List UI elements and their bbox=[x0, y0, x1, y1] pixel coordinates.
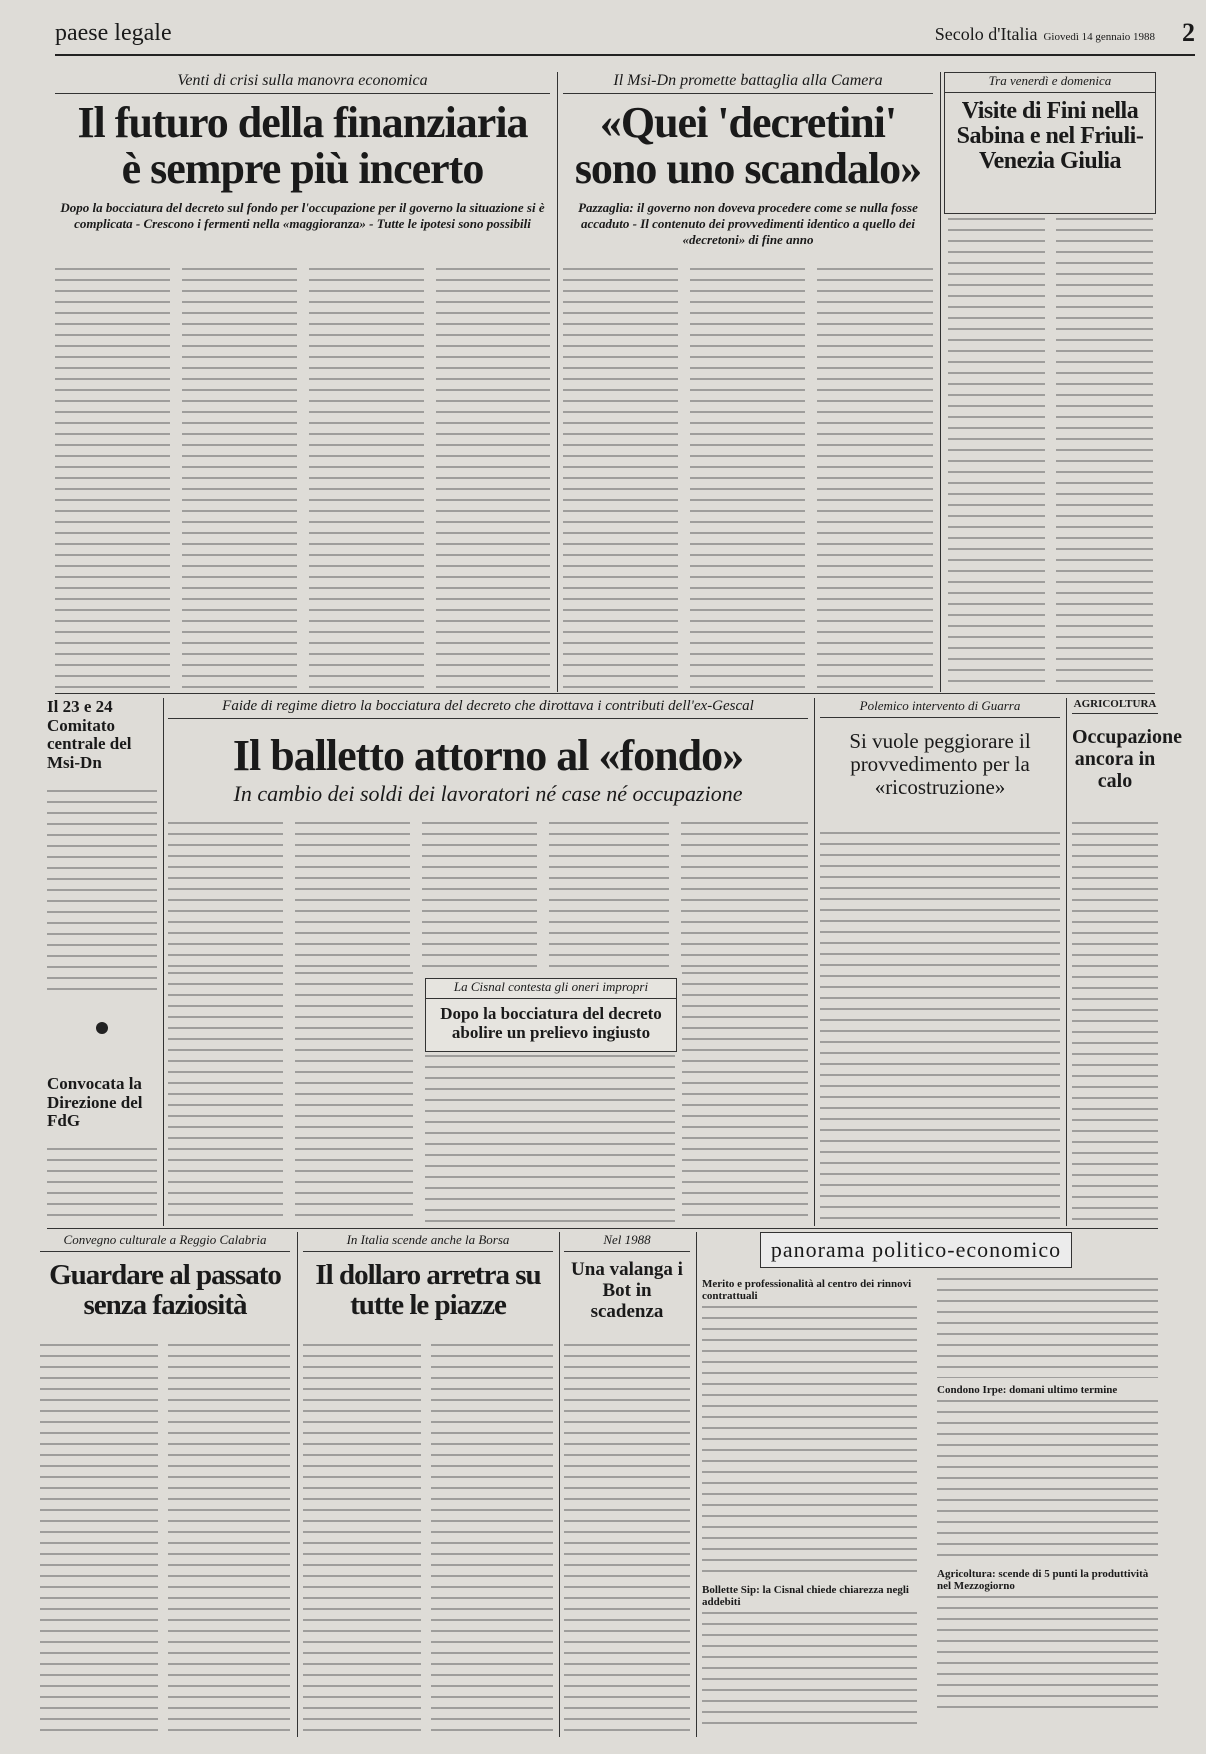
kicker: La Cisnal contesta gli oneri impropri bbox=[426, 979, 676, 999]
headline: Dopo la bocciatura del decreto abolire un prelievo ingiusto bbox=[440, 1004, 662, 1042]
section-rule bbox=[47, 1228, 1158, 1229]
article-cisnal-body bbox=[425, 1055, 675, 1223]
issue-date: Giovedì 14 gennaio 1988 bbox=[1043, 31, 1155, 43]
article-guarra-body bbox=[820, 832, 1060, 1222]
panorama-headline-2: Bollette Sip: la Cisnal chiede chiarezza negli addebiti bbox=[702, 1584, 909, 1609]
article-finanziaria bbox=[55, 72, 550, 262]
article-dollaro-body bbox=[303, 1344, 553, 1738]
article-guarra bbox=[820, 698, 1060, 828]
panorama-headline-4: Agricoltura: scende di 5 punti la produttività nel Mezzogiorno bbox=[937, 1568, 1149, 1593]
headline: Visite di Fini nella Sabina e nel Friuli-Venezia Giulia bbox=[956, 98, 1144, 175]
article-fini bbox=[944, 72, 1156, 214]
headline: Occupazione ancora in calo bbox=[1072, 726, 1182, 792]
headline-line-2: è sempre più incerto bbox=[121, 144, 484, 194]
page-number: 2 bbox=[1182, 18, 1195, 47]
masthead bbox=[55, 14, 1195, 56]
column-rule bbox=[559, 1232, 560, 1737]
article-reggio bbox=[40, 1232, 290, 1342]
article-balletto-body-right bbox=[682, 972, 808, 1222]
column-rule bbox=[557, 72, 558, 692]
headline: Il balletto attorno al «fondo» bbox=[232, 731, 744, 780]
headline: Il dollaro arretra su tutte le piazze bbox=[315, 1259, 541, 1322]
kicker: AGRICOLTURA bbox=[1072, 698, 1158, 714]
article-direzione-body bbox=[47, 1148, 157, 1223]
article-dollaro bbox=[303, 1232, 553, 1342]
article-balletto bbox=[168, 698, 808, 818]
headline: Una valanga i Bot in scadenza bbox=[571, 1259, 683, 1322]
kicker: Venti di crisi sulla manovra economica bbox=[55, 72, 550, 94]
kicker: Faide di regime dietro la bocciatura del decreto che dirottava i contributi dell'ex-Gescal bbox=[168, 698, 808, 719]
paper-name: Secolo d'Italia Giovedì 14 gennaio 1988 bbox=[934, 24, 1155, 44]
article-bot bbox=[564, 1232, 690, 1342]
column-rule bbox=[940, 72, 941, 692]
kicker: In Italia scende anche la Borsa bbox=[303, 1232, 553, 1252]
subheadline: Pazzaglia: il governo non doveva procedere come se nulla fosse accaduto - Il contenuto dei provvedimenti identico a quello dei «decretoni» di fine anno bbox=[578, 200, 918, 247]
article-finanziaria-body bbox=[55, 268, 550, 688]
kicker: Nel 1988 bbox=[564, 1232, 690, 1252]
subheadline: Dopo la bocciatura del decreto sul fondo per l'occupazione per il governo la situazione si è complicata - Crescono i fermenti nella «maggioranza» - Tutte le ipotesi sono possibili bbox=[60, 200, 545, 231]
article-balletto-body-top bbox=[168, 822, 808, 967]
subheadline: In cambio dei soldi dei lavoratori né case né occupazione bbox=[233, 781, 743, 807]
column-rule bbox=[814, 698, 815, 1226]
column-rule bbox=[696, 1232, 697, 1737]
headline-line-1: Il futuro della finanziaria bbox=[77, 98, 528, 147]
headline: Convocata la Direzione del FdG bbox=[47, 1074, 143, 1131]
article-agricoltura bbox=[1072, 698, 1182, 818]
article-bot-body bbox=[564, 1344, 690, 1738]
panorama-headline-1: Merito e professionalità al centro dei rinnovi contrattuali bbox=[702, 1278, 912, 1303]
kicker: Tra venerdì e domenica bbox=[945, 73, 1155, 93]
section-name: paese legale bbox=[55, 20, 172, 46]
column-rule bbox=[163, 698, 164, 1226]
section-rule bbox=[55, 693, 1155, 694]
article-fini-body bbox=[948, 218, 1153, 688]
article-decretini bbox=[563, 72, 933, 262]
column-rule bbox=[297, 1232, 298, 1737]
headline: Guardare al passato senza faziosità bbox=[49, 1259, 281, 1322]
article-agricoltura-body bbox=[1072, 822, 1158, 1222]
panorama-section bbox=[702, 1270, 1158, 1740]
column-rule bbox=[1066, 698, 1067, 1226]
panorama-column-left bbox=[702, 1278, 917, 1732]
panorama-column-right bbox=[937, 1278, 1158, 1716]
article-reggio-body bbox=[40, 1344, 290, 1738]
article-comitato-body bbox=[47, 790, 157, 990]
article-direzione bbox=[47, 1075, 157, 1145]
kicker: Polemico intervento di Guarra bbox=[820, 698, 1060, 718]
article-decretini-body bbox=[563, 268, 933, 688]
article-comitato bbox=[47, 698, 157, 788]
panorama-banner: panorama politico-economico bbox=[760, 1232, 1072, 1268]
panorama-headline-3: Condono Irpe: domani ultimo termine bbox=[937, 1384, 1118, 1396]
kicker: Il Msi-Dn promette battaglia alla Camera bbox=[563, 72, 933, 94]
headline: Il 23 e 24 Comitato centrale del Msi-Dn bbox=[47, 697, 132, 773]
headline-line-2: sono uno scandalo» bbox=[574, 144, 922, 194]
article-balletto-body-left bbox=[168, 972, 418, 1222]
bullet-icon bbox=[96, 1022, 108, 1034]
article-cisnal bbox=[425, 978, 677, 1052]
kicker: Convegno culturale a Reggio Calabria bbox=[40, 1232, 290, 1252]
headline-line-1: «Quei 'decretini' bbox=[599, 98, 897, 147]
headline: Si vuole peggiorare il provvedimento per la «ricostruzione» bbox=[849, 729, 1031, 800]
